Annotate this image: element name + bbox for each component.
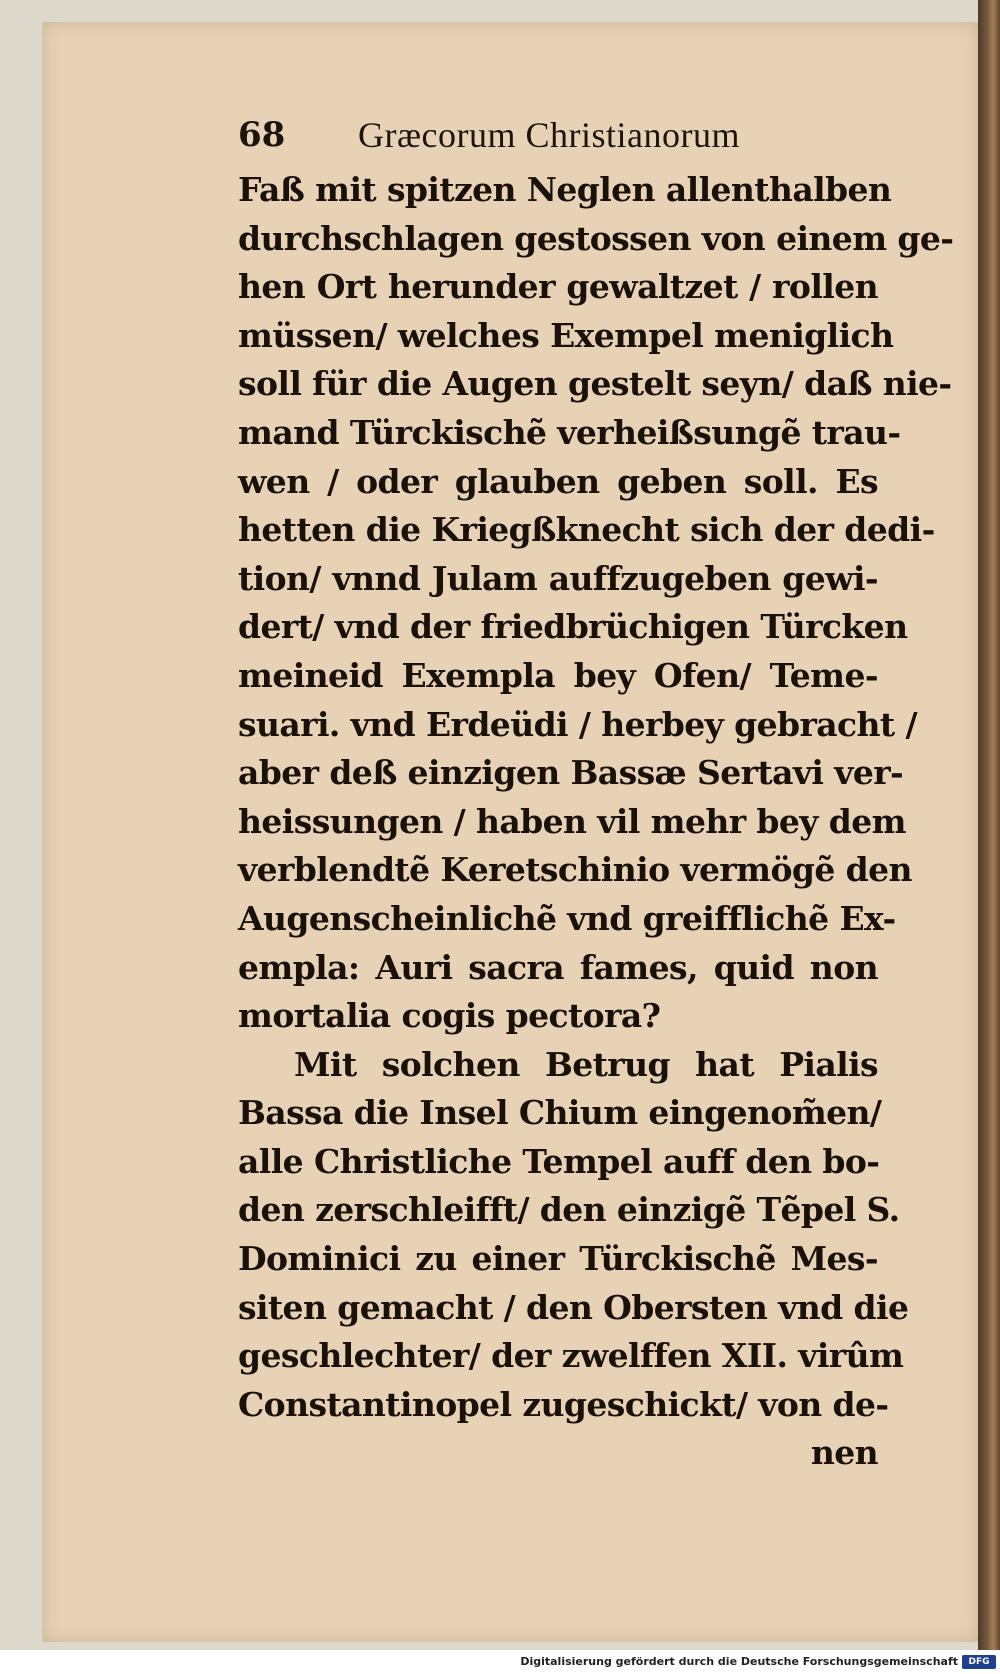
text-line: Augenscheinlichẽ vnd greifflichẽ Ex- xyxy=(238,898,896,938)
text-line: hetten die Kriegßknecht sich der dedi- xyxy=(238,510,935,550)
text-line: meineid Exempla bey Ofen/ Teme- xyxy=(238,655,878,695)
text-line: Faß mit spitzen Neglen allenthalben xyxy=(238,170,892,209)
text-line: mand Türckischẽ verheißsungẽ trau- xyxy=(238,412,901,452)
page-header xyxy=(238,108,878,162)
text-line: Mit solchen Betrug hat Pialis xyxy=(294,1044,878,1084)
text-line: durchschlagen gestossen von einem ge- xyxy=(238,218,954,258)
text-line: Dominici zu einer Türckischẽ Mes- xyxy=(238,1239,878,1279)
text-line: wen / oder glauben geben soll. Es xyxy=(238,461,878,501)
text-line: soll für die Augen gestelt seyn/ daß nie- xyxy=(238,364,952,404)
footer-bar xyxy=(0,1650,1000,1674)
dfg-logo: DFG xyxy=(962,1655,996,1669)
text-line: müssen/ welches Exempel meniglich xyxy=(238,315,894,355)
catchword: nen xyxy=(810,1433,878,1473)
text-line: Constantinopel zugeschickt/ von de- xyxy=(238,1384,889,1424)
text-line: dert/ vnd der friedbrüchigen Türcken xyxy=(238,607,908,647)
running-head: Græcorum Christianorum xyxy=(358,115,740,155)
funding-credit: Digitalisierung gefördert durch die Deutsche Forschungsgemeinschaft xyxy=(520,1655,958,1668)
text-line: suari. vnd Erdeüdi / herbey gebracht / xyxy=(238,704,917,744)
text-line: geschlechter/ der zwelffen XII. virûm xyxy=(238,1336,904,1376)
text-line: Bassa die Insel Chium eingenom̃en/ xyxy=(238,1093,882,1133)
text-line: hen Ort herunder gewaltzet / rollen xyxy=(238,267,878,307)
text-line: mortalia cogis pectora? xyxy=(238,996,661,1036)
text-line: tion/ vnnd Julam auffzugeben gewi- xyxy=(238,558,878,598)
text-line: aber deß einzigen Bassæ Sertavi ver- xyxy=(238,753,904,793)
page-number: 68 xyxy=(238,115,286,155)
text-line: heissungen / haben vil mehr bey dem xyxy=(238,801,906,841)
text-line: empla: Auri sacra fames, quid non xyxy=(238,947,878,987)
book-edge xyxy=(978,0,1000,1650)
body-text xyxy=(238,166,954,1478)
text-line: alle Christliche Tempel auff den bo- xyxy=(238,1141,880,1181)
text-line: verblendtẽ Keretschinio vermögẽ den xyxy=(238,850,912,890)
text-line: den zerschleifft/ den einzigẽ Tẽpel S. xyxy=(238,1190,900,1230)
text-line: siten gemacht / den Obersten vnd die xyxy=(238,1287,909,1327)
